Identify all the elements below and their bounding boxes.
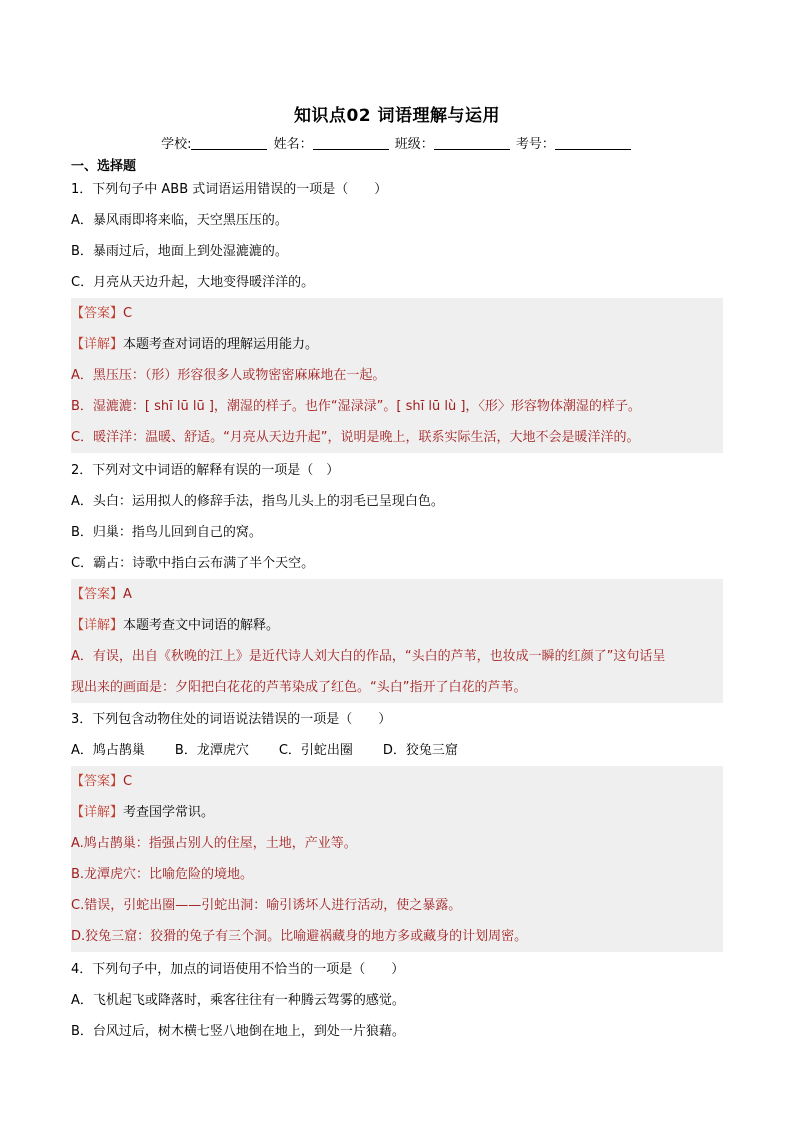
q1-answer-value: C bbox=[123, 306, 133, 321]
answer-tag: 【答案】 bbox=[71, 306, 124, 321]
q1-option-c: C．月亮从天边升起，大地变得暖洋洋的。 bbox=[71, 275, 315, 290]
q2-option-c: C．霸占：诗歌中指白云布满了半个天空。 bbox=[71, 556, 315, 571]
q1-stem: 1．下列句子中 ABB 式词语运用错误的一项是（ ） bbox=[71, 182, 388, 197]
q2-option-b: B．归巢：指鸟儿回到自己的窝。 bbox=[71, 525, 262, 540]
q3-option-d: D．狡兔三窟 bbox=[382, 743, 458, 758]
q3-options bbox=[71, 735, 723, 766]
q3-option-c: C．引蛇出圈 bbox=[278, 743, 353, 758]
detail-tag: 【详解】 bbox=[71, 618, 124, 633]
q3-detail-text: 考查国学常识。 bbox=[123, 805, 215, 820]
class-blank bbox=[434, 137, 510, 150]
number-blank bbox=[555, 137, 631, 150]
q3-answer-value: C bbox=[123, 774, 133, 789]
q2-answer bbox=[71, 579, 723, 610]
q2-option-a: A．头白：运用拟人的修辞手法，指鸟儿头上的羽毛已呈现白色。 bbox=[71, 494, 444, 509]
q3-detail bbox=[71, 797, 723, 828]
q4-option-a: A．飞机起飞或降落时，乘客往往有一种腾云驾雾的感觉。 bbox=[71, 993, 405, 1008]
q1-detail bbox=[71, 329, 723, 360]
q3-option-b: B．龙潭虎穴 bbox=[174, 743, 249, 758]
answer-tag: 【答案】 bbox=[71, 587, 124, 602]
q1-option-a: A．暴风雨即将来临，天空黑压压的。 bbox=[71, 213, 288, 228]
class-label: 班级： bbox=[394, 137, 434, 152]
q1-option-b: B．暴雨过后，地面上到处湿漉漉的。 bbox=[71, 244, 288, 259]
q2-stem: 2．下列对文中词语的解释有误的一项是（ ） bbox=[71, 463, 340, 478]
q2-detail bbox=[71, 610, 723, 641]
name-label: 姓名： bbox=[273, 137, 313, 152]
q3-explanation-b: B.龙潭虎穴：比喻危险的境地。 bbox=[71, 859, 723, 890]
q3-explanation-c: C.错误，引蛇出圈——引蛇出洞：喻引诱坏人进行活动，使之暴露。 bbox=[71, 890, 723, 921]
page-title: 知识点02 词语理解与运用 bbox=[293, 106, 501, 126]
q1-explanation-b: B．湿漉漉：[ shī lū lū ]，潮湿的样子。也作“湿渌渌”。[ shī lū lù ]，〈形〉形容物体潮湿的样子。 bbox=[71, 391, 723, 422]
q1-answer bbox=[71, 298, 723, 329]
q1-detail-text: 本题考查对词语的理解运用能力。 bbox=[123, 337, 319, 352]
detail-tag: 【详解】 bbox=[71, 337, 124, 352]
q3-option-a: A．鸠占鹊巢 bbox=[71, 743, 145, 758]
q4-option-b: B．台风过后，树木横七竖八地倒在地上，到处一片狼藉。 bbox=[71, 1024, 405, 1039]
section-heading: 一、选择题 bbox=[71, 159, 137, 174]
name-blank bbox=[313, 137, 389, 150]
q3-explanation-a: A.鸠占鹊巢：指强占别人的住屋，土地，产业等。 bbox=[71, 828, 723, 859]
q3-explanation-d: D.狡兔三窟：狡猾的兔子有三个洞。比喻避祸藏身的地方多或藏身的计划周密。 bbox=[71, 921, 723, 952]
detail-tag: 【详解】 bbox=[71, 805, 124, 820]
q3-stem: 3．下列包含动物住处的词语说法错误的一项是（ ） bbox=[71, 712, 392, 727]
q4-stem: 4．下列句子中，加点的词语使用不恰当的一项是（ ） bbox=[71, 962, 405, 977]
q2-answer-value: A bbox=[123, 587, 132, 602]
q2-explanation-line1: A．有误，出自《秋晚的江上》是近代诗人刘大白的作品，“头白的芦苇，也妆成一瞬的红颜了”这句话呈 bbox=[71, 641, 723, 672]
q1-explanation-c: C．暖洋洋：温暖、舒适。“月亮从天边升起”，说明是晚上，联系实际生活，大地不会是暖洋洋的。 bbox=[71, 422, 723, 453]
q1-explanation-a: A．黑压压：（形）形容很多人或物密密麻麻地在一起。 bbox=[71, 360, 723, 391]
student-info-line bbox=[0, 133, 794, 152]
q3-answer bbox=[71, 766, 723, 797]
number-label: 考号： bbox=[515, 137, 555, 152]
q2-explanation-line2: 现出来的画面是：夕阳把白花花的芦苇染成了红色。“头白”指开了白花的芦苇。 bbox=[71, 672, 723, 703]
school-blank bbox=[191, 137, 267, 150]
q2-detail-text: 本题考查文中词语的解释。 bbox=[123, 618, 280, 633]
school-label: 学校: bbox=[161, 137, 192, 152]
answer-tag: 【答案】 bbox=[71, 774, 124, 789]
